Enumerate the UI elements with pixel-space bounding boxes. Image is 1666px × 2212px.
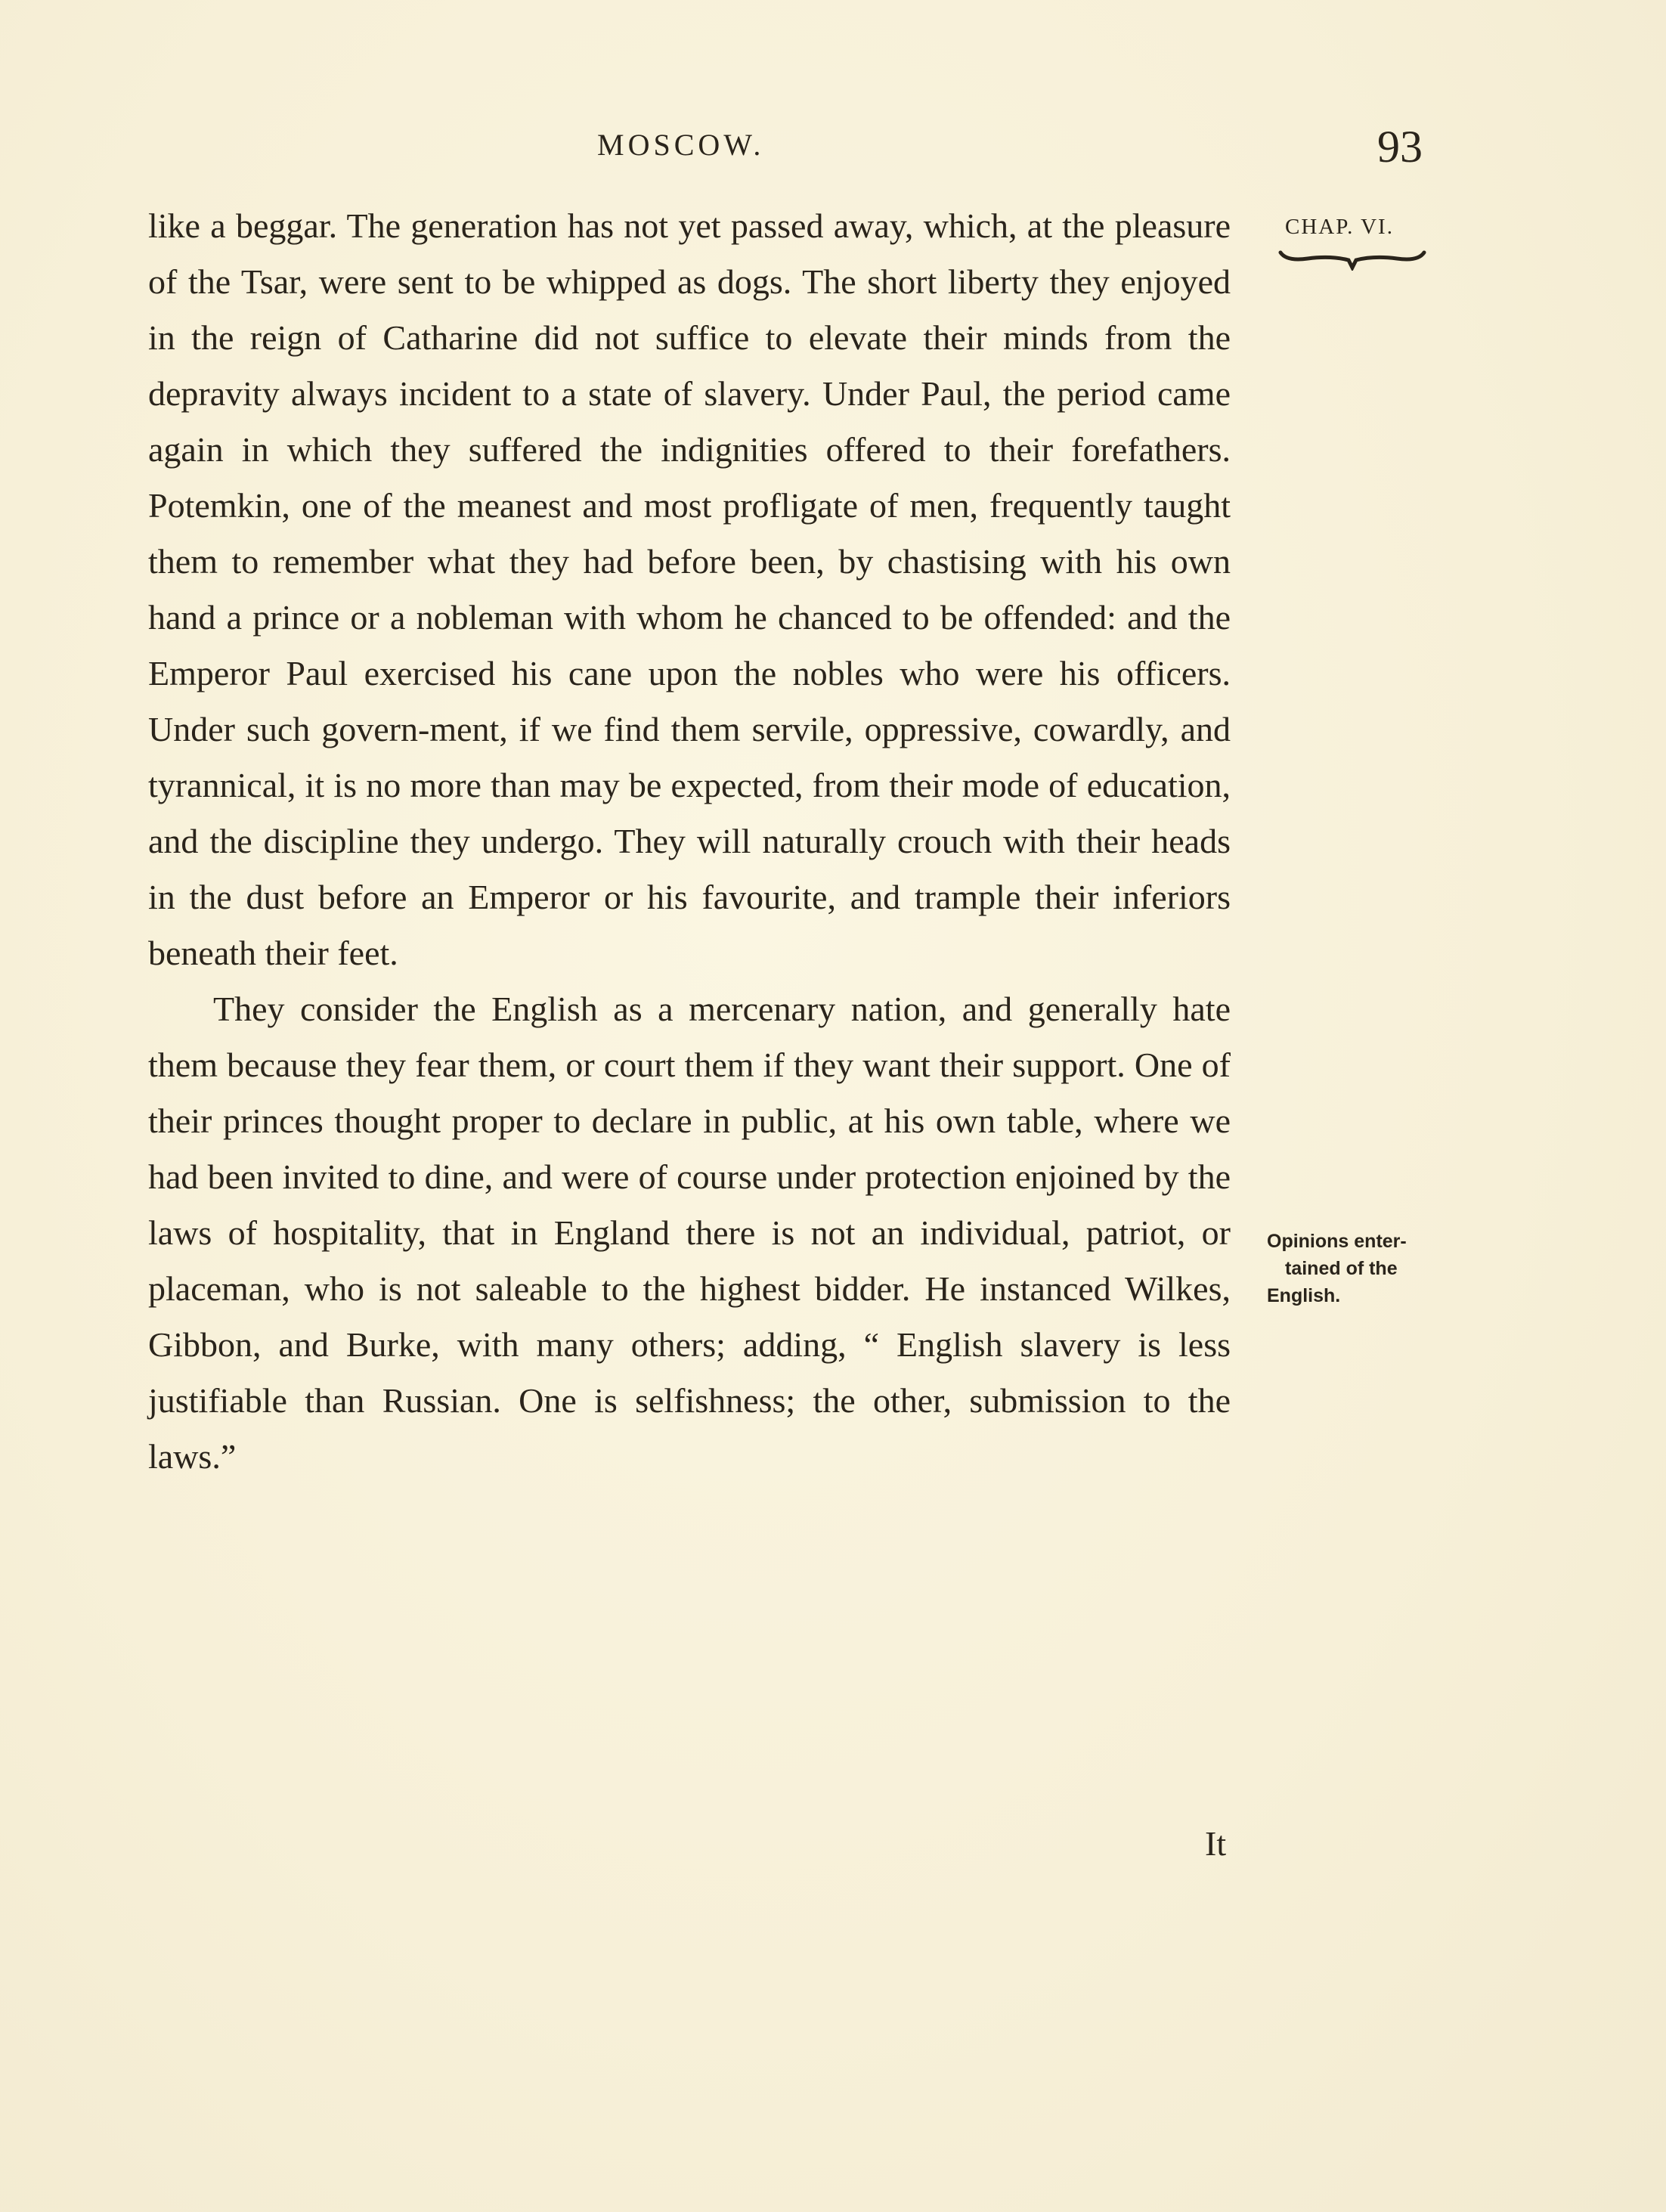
body-text	[148, 198, 1231, 1485]
margin-note-line-1: Opinions enter-	[1267, 1231, 1407, 1252]
margin-note-line-2: tained of the	[1285, 1258, 1398, 1279]
page-number: 93	[1377, 122, 1423, 172]
running-title: MOSCOW.	[597, 128, 765, 162]
chapter-ornament-brace	[1277, 248, 1427, 271]
chapter-marker: CHAP. VI.	[1285, 215, 1394, 239]
margin-note	[1267, 1228, 1433, 1309]
catchword: It	[1205, 1824, 1227, 1863]
paragraph-2: They consider the English as a mercenary nation, and generally hate them because they fear them, or court them if they want their support. One of their princes thought proper to declare in public, at his own table, where we had been invited to dine, and were of course under protection enjoined by the laws of hospitality, that in England there is not an individual, patriot, or placeman, who is not saleable to the highest bidder. He instanced Wilkes, Gibbon, and Burke, with many others; adding, “ English slavery is less justifiable than Russian. One is selfishness; the other, submission to the laws.”	[148, 990, 1231, 1476]
paragraph-1: like a beggar. The generation has not yet passed away, which, at the pleasure of the Tsar, were sent to be whipped as dogs. The short liberty they enjoyed in the reign of Catharine did not suffice to elevate their minds from the depravity always incident to a state of slavery. Under Paul, the period came again in which they suffered the indignities offered to their forefathers. Potemkin, one of the meanest and most profligate of men, frequently taught them to remember what they had before been, by chastising with his own hand a prince or a nobleman with whom he chanced to be offended: and the Emperor Paul exercised his cane upon the nobles who were his officers. Under such govern-ment, if we find them servile, oppressive, cowardly, and tyrannical, it is no more than may be expected, from their mode of education, and the discipline they undergo. They will naturally crouch with their heads in the dust before an Emperor or his favourite, and trample their inferiors beneath their feet.	[148, 206, 1231, 972]
margin-note-line-3: English.	[1267, 1285, 1341, 1306]
